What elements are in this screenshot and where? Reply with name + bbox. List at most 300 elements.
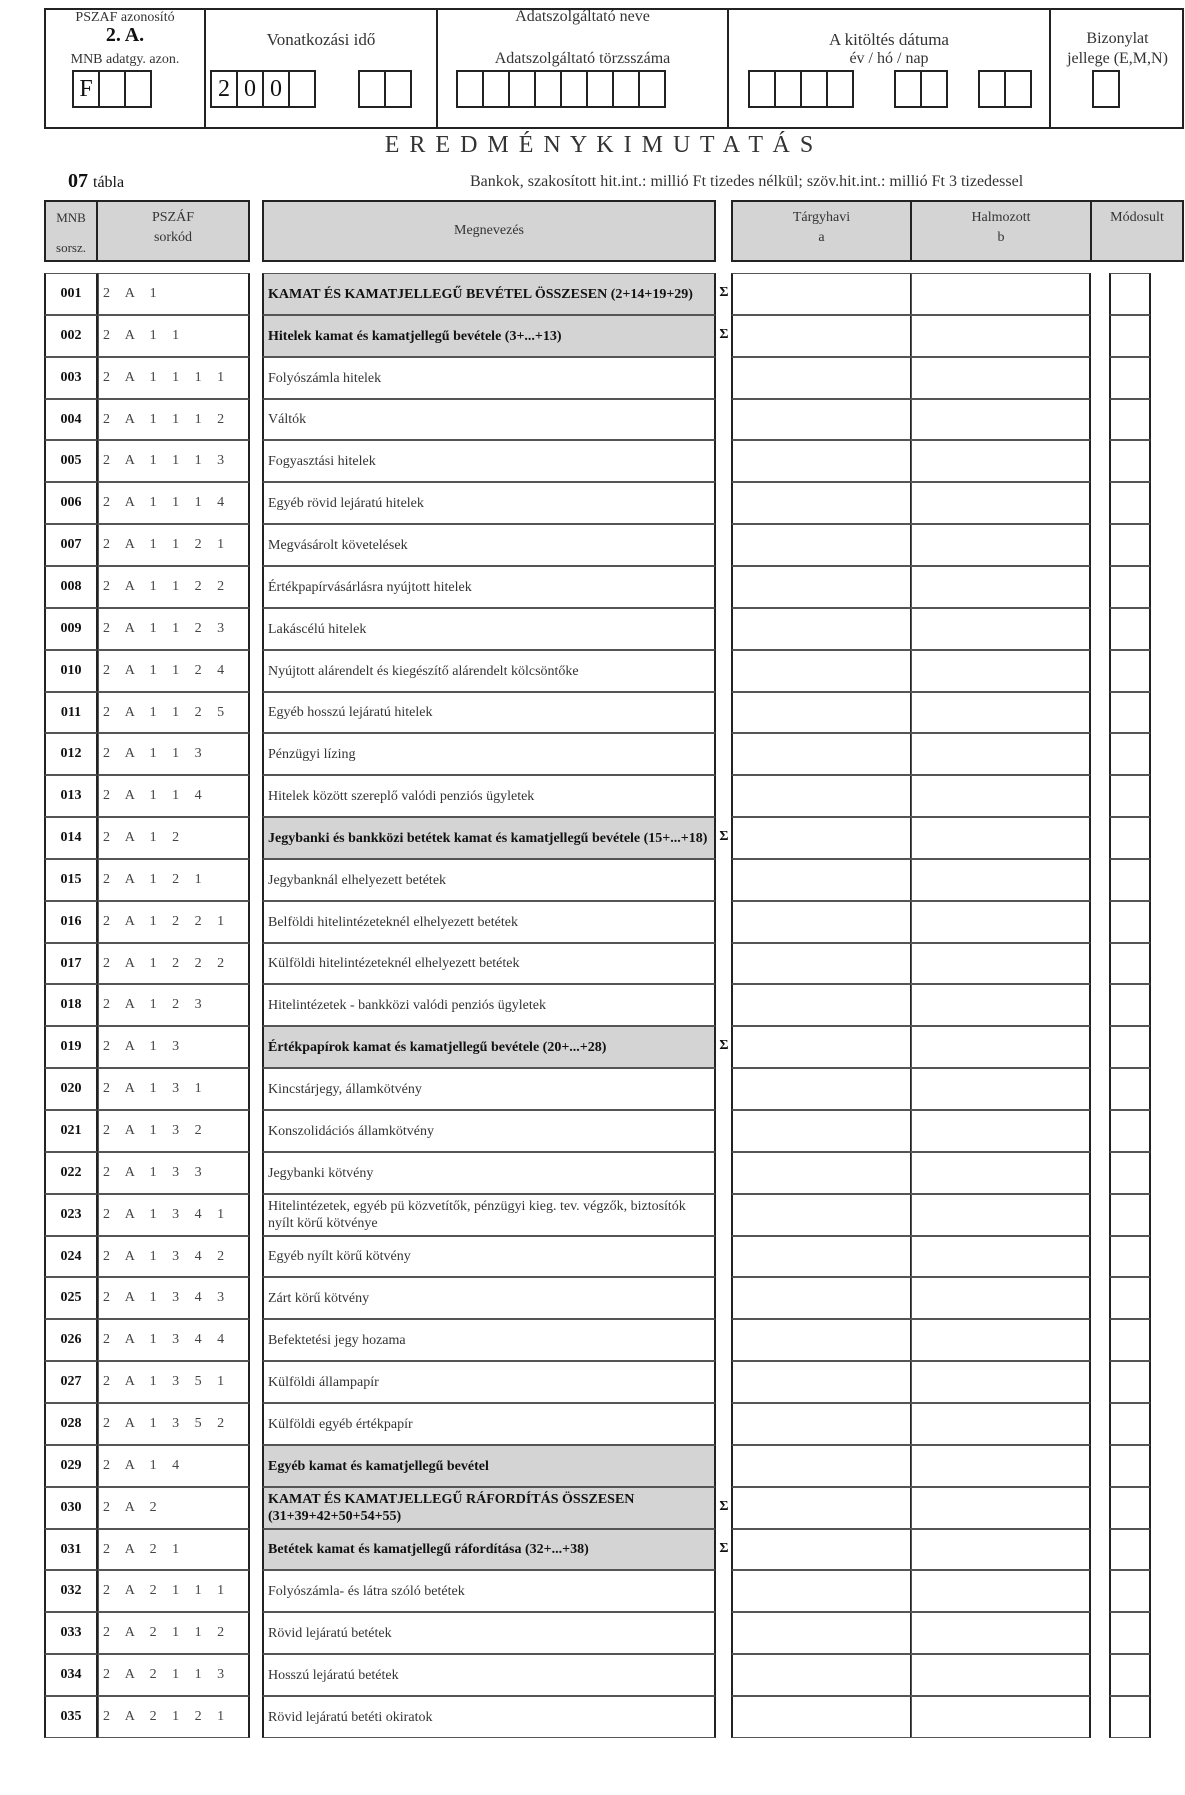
value-cumulative[interactable]: [911, 608, 1091, 650]
row-number: 012: [44, 733, 98, 775]
value-cumulative[interactable]: [911, 1068, 1091, 1110]
modified-flag[interactable]: [1109, 1612, 1151, 1654]
row-number: 015: [44, 859, 98, 901]
period-cell[interactable]: 0: [262, 70, 290, 108]
modified-flag[interactable]: [1109, 1236, 1151, 1277]
mnb-cells: [72, 70, 150, 108]
period-cell[interactable]: [358, 70, 386, 108]
value-cumulative[interactable]: [911, 1612, 1091, 1654]
date-cell[interactable]: [894, 70, 922, 108]
value-cumulative[interactable]: [911, 1654, 1091, 1696]
row-name: Nyújtott alárendelt és kiegészítő alárendelt kölcsöntőke: [262, 650, 716, 692]
sigma-icon: [717, 1612, 731, 1654]
fill-date-day: [978, 70, 1030, 108]
modified-flag[interactable]: [1109, 399, 1151, 440]
value-cumulative[interactable]: [911, 1110, 1091, 1152]
modified-flag[interactable]: [1109, 1361, 1151, 1403]
value-cumulative[interactable]: [911, 775, 1091, 817]
value-current-month[interactable]: [731, 984, 912, 1026]
value-current-month[interactable]: [731, 1152, 912, 1194]
modified-flag[interactable]: [1109, 1570, 1151, 1612]
row-name: Lakáscélú hitelek: [262, 608, 716, 650]
row-code: 2 A 1 1 1 1: [98, 357, 250, 399]
row-name: Hitelek között szereplő valódi penziós ügyletek: [262, 775, 716, 817]
row-code: 2 A 1 3 4 1: [98, 1194, 250, 1236]
mnb-cell[interactable]: [124, 70, 152, 108]
row-name: Jegybanki és bankközi betétek kamat és kamatjellegű bevétele (15+...+18): [262, 817, 716, 859]
row-name: Kincstárjegy, államkötvény: [262, 1068, 716, 1110]
table-word: tábla: [93, 174, 125, 191]
reg-cell[interactable]: [612, 70, 640, 108]
sigma-icon: [717, 775, 731, 817]
value-current-month[interactable]: [731, 524, 912, 566]
value-current-month[interactable]: [731, 315, 912, 357]
row-code: 2 A 1 1 2 5: [98, 692, 250, 733]
col-pszaf-sub: sorkód: [153, 230, 193, 245]
sigma-icon: [717, 1361, 731, 1403]
sigma-icon: [717, 1696, 731, 1738]
value-cumulative[interactable]: [911, 1445, 1091, 1487]
modified-flag[interactable]: [1109, 1487, 1151, 1529]
period-cell[interactable]: [288, 70, 316, 108]
modified-flag[interactable]: [1109, 1026, 1151, 1068]
modified-flag[interactable]: [1109, 1319, 1151, 1361]
sigma-icon: [717, 608, 731, 650]
row-name: Egyéb hosszú lejáratú hitelek: [262, 692, 716, 733]
col-mnb-header: [44, 200, 98, 262]
period-label: Vonatkozási idő: [266, 30, 376, 49]
value-cumulative[interactable]: [911, 1529, 1091, 1570]
reg-cell[interactable]: [456, 70, 484, 108]
modified-flag[interactable]: [1109, 943, 1151, 984]
date-cell[interactable]: [1004, 70, 1032, 108]
value-current-month[interactable]: [731, 1403, 912, 1445]
value-current-month[interactable]: [731, 692, 912, 733]
modified-flag[interactable]: [1109, 650, 1151, 692]
row-code: 2 A 1 2: [98, 817, 250, 859]
row-name: Belföldi hitelintézeteknél elhelyezett betétek: [262, 901, 716, 943]
date-cell[interactable]: [800, 70, 828, 108]
row-number: 008: [44, 566, 98, 608]
row-code: 2 A 1 3 4 3: [98, 1277, 250, 1319]
value-cumulative[interactable]: [911, 1152, 1091, 1194]
modified-flag[interactable]: [1109, 1110, 1151, 1152]
row-number: 027: [44, 1361, 98, 1403]
row-code: 2 A 1 2 1: [98, 859, 250, 901]
header-frame: [44, 8, 1184, 129]
fill-date-format: év / hó / nap: [849, 50, 929, 67]
row-number: 011: [44, 692, 98, 733]
sigma-icon: [717, 859, 731, 901]
row-name: Hitelek kamat és kamatjellegű bevétele (3+...+13): [262, 315, 716, 357]
modified-flag[interactable]: [1109, 901, 1151, 943]
provider-reg-cells: [456, 70, 664, 108]
row-name: Egyéb rövid lejáratú hitelek: [262, 482, 716, 524]
reg-cell[interactable]: [586, 70, 614, 108]
row-code: 2 A 1: [98, 273, 250, 315]
row-number: 024: [44, 1236, 98, 1277]
row-name: Pénzügyi lízing: [262, 733, 716, 775]
value-cumulative[interactable]: [911, 357, 1091, 399]
value-cumulative[interactable]: [911, 650, 1091, 692]
row-name: Konszolidációs államkötvény: [262, 1110, 716, 1152]
value-current-month[interactable]: [731, 566, 912, 608]
sigma-icon: [717, 1194, 731, 1236]
sigma-icon: [717, 399, 731, 440]
sigma-icon: [717, 1110, 731, 1152]
value-cumulative[interactable]: [911, 859, 1091, 901]
modified-flag[interactable]: [1109, 1277, 1151, 1319]
value-current-month[interactable]: [731, 399, 912, 440]
value-current-month[interactable]: [731, 1361, 912, 1403]
header-divider-1: [204, 8, 206, 129]
sigma-icon: [717, 1654, 731, 1696]
modified-flag[interactable]: [1109, 440, 1151, 482]
sigma-icon: [717, 692, 731, 733]
value-cumulative[interactable]: [911, 1026, 1091, 1068]
sigma-icon: Σ: [719, 327, 729, 342]
date-cell[interactable]: [920, 70, 948, 108]
date-cell[interactable]: [826, 70, 854, 108]
units-note: Bankok, szakosított hit.int.: millió Ft tizedes nélkül; szöv.hit.int.: millió Ft 3 tizedessel: [470, 173, 1024, 190]
table-number: [68, 170, 124, 193]
value-cumulative[interactable]: [911, 1570, 1091, 1612]
row-name: Rövid lejáratú betétek: [262, 1612, 716, 1654]
reg-cell[interactable]: [508, 70, 536, 108]
row-number: 007: [44, 524, 98, 566]
value-current-month[interactable]: [731, 1277, 912, 1319]
row-name: Hosszú lejáratú betétek: [262, 1654, 716, 1696]
date-cell[interactable]: [748, 70, 776, 108]
sigma-icon: [717, 943, 731, 984]
col-b-header: [910, 200, 1092, 262]
reg-cell[interactable]: [482, 70, 510, 108]
sigma-icon: [717, 566, 731, 608]
row-number: 010: [44, 650, 98, 692]
row-code: 2 A 1 1 2 4: [98, 650, 250, 692]
row-number: 014: [44, 817, 98, 859]
period-cell[interactable]: 0: [236, 70, 264, 108]
value-cumulative[interactable]: [911, 984, 1091, 1026]
value-cumulative[interactable]: [911, 733, 1091, 775]
reg-cell[interactable]: [560, 70, 588, 108]
modified-flag[interactable]: [1109, 1194, 1151, 1236]
value-cumulative[interactable]: [911, 440, 1091, 482]
fill-date-month: [894, 70, 946, 108]
row-code: 2 A 1 1 1 2: [98, 399, 250, 440]
sigma-icon: [717, 984, 731, 1026]
sigma-icon: Σ: [719, 1541, 729, 1556]
modified-flag[interactable]: [1109, 1403, 1151, 1445]
row-code: 2 A 1 3 5 1: [98, 1361, 250, 1403]
row-name: Zárt körű kötvény: [262, 1277, 716, 1319]
row-number: 030: [44, 1487, 98, 1529]
col-mod-header: [1090, 200, 1184, 262]
modified-flag[interactable]: [1109, 1445, 1151, 1487]
row-name: Folyószámla- és látra szóló betétek: [262, 1570, 716, 1612]
value-current-month[interactable]: [731, 1654, 912, 1696]
modified-flag[interactable]: [1109, 1529, 1151, 1570]
provider-name-label: Adatszolgáltató neve: [515, 8, 650, 25]
mnb-cell[interactable]: [98, 70, 126, 108]
value-cumulative[interactable]: [911, 1277, 1091, 1319]
value-current-month[interactable]: [731, 775, 912, 817]
modified-flag[interactable]: [1109, 817, 1151, 859]
sigma-icon: [717, 1445, 731, 1487]
row-number: 023: [44, 1194, 98, 1236]
row-code: 2 A 1 1 1 4: [98, 482, 250, 524]
row-name: Folyószámla hitelek: [262, 357, 716, 399]
value-cumulative[interactable]: [911, 1236, 1091, 1277]
row-name: Egyéb nyílt körű kötvény: [262, 1236, 716, 1277]
provider-reg-label: Adatszolgáltató törzsszáma: [494, 50, 671, 67]
value-current-month[interactable]: [731, 440, 912, 482]
col-name-header: [262, 200, 716, 262]
row-code: 2 A 2 1 1 3: [98, 1654, 250, 1696]
value-current-month[interactable]: [731, 273, 912, 315]
row-number: 026: [44, 1319, 98, 1361]
row-name: Jegybanki kötvény: [262, 1152, 716, 1194]
col-a-sub: a: [818, 230, 825, 245]
col-pszaf: PSZÁF: [151, 210, 195, 225]
row-code: 2 A 1 1: [98, 315, 250, 357]
sigma-icon: [717, 357, 731, 399]
value-cumulative[interactable]: [911, 566, 1091, 608]
value-current-month[interactable]: [731, 817, 912, 859]
row-number: 021: [44, 1110, 98, 1152]
value-current-month[interactable]: [731, 943, 912, 984]
value-current-month[interactable]: [731, 357, 912, 399]
sigma-icon: [717, 1236, 731, 1277]
row-code: 2 A 2 1 1 1: [98, 1570, 250, 1612]
date-cell[interactable]: [978, 70, 1006, 108]
value-current-month[interactable]: [731, 1026, 912, 1068]
value-cumulative[interactable]: [911, 315, 1091, 357]
row-number: 032: [44, 1570, 98, 1612]
row-name: Külföldi hitelintézeteknél elhelyezett betétek: [262, 943, 716, 984]
sigma-icon: [717, 524, 731, 566]
row-code: 2 A 2 1 1 2: [98, 1612, 250, 1654]
value-current-month[interactable]: [731, 901, 912, 943]
value-cumulative[interactable]: [911, 1696, 1091, 1738]
value-cumulative[interactable]: [911, 399, 1091, 440]
value-cumulative[interactable]: [911, 1487, 1091, 1529]
sigma-icon: [717, 1403, 731, 1445]
sigma-icon: [717, 440, 731, 482]
reg-cell[interactable]: [638, 70, 666, 108]
header-divider-2: [436, 8, 438, 129]
reg-cell[interactable]: [534, 70, 562, 108]
row-number: 031: [44, 1529, 98, 1570]
sigma-icon: [717, 650, 731, 692]
modified-flag[interactable]: [1109, 524, 1151, 566]
value-current-month[interactable]: [731, 1696, 912, 1738]
row-number: 001: [44, 273, 98, 315]
period-cells-a: [210, 70, 314, 108]
row-code: 2 A 1 3 5 2: [98, 1403, 250, 1445]
value-current-month[interactable]: [731, 482, 912, 524]
row-code: 2 A 1 3 1: [98, 1068, 250, 1110]
row-name: Hitelintézetek, egyéb pü közvetítők, pénzügyi kieg. tev. végzők, biztosítók nyílt körű kötvénye: [262, 1194, 716, 1236]
row-name: Értékpapírvásárlásra nyújtott hitelek: [262, 566, 716, 608]
pszaf-label: PSZAF azonosító: [75, 10, 175, 25]
sigma-icon: [717, 1152, 731, 1194]
value-cumulative[interactable]: [911, 943, 1091, 984]
modified-flag[interactable]: [1109, 1654, 1151, 1696]
modified-flag[interactable]: [1109, 1696, 1151, 1738]
modified-flag[interactable]: [1109, 357, 1151, 399]
col-name: Megnevezés: [454, 223, 524, 238]
row-number: 002: [44, 315, 98, 357]
value-current-month[interactable]: [731, 1445, 912, 1487]
value-current-month[interactable]: [731, 1068, 912, 1110]
value-current-month[interactable]: [731, 1570, 912, 1612]
modified-flag[interactable]: [1109, 692, 1151, 733]
row-code: 2 A 1 1 4: [98, 775, 250, 817]
row-number: 017: [44, 943, 98, 984]
value-current-month[interactable]: [731, 1110, 912, 1152]
modified-flag[interactable]: [1109, 566, 1151, 608]
row-code: 2 A 1 3: [98, 1026, 250, 1068]
row-code: 2 A 1 4: [98, 1445, 250, 1487]
sigma-icon: [717, 901, 731, 943]
row-name: Váltók: [262, 399, 716, 440]
table-no: 07: [68, 170, 88, 192]
date-cell[interactable]: [774, 70, 802, 108]
row-name: Hitelintézetek - bankközi valódi penziós ügyletek: [262, 984, 716, 1026]
value-cumulative[interactable]: [911, 692, 1091, 733]
value-cumulative[interactable]: [911, 1194, 1091, 1236]
row-name: Befektetési jegy hozama: [262, 1319, 716, 1361]
value-cumulative[interactable]: [911, 273, 1091, 315]
value-cumulative[interactable]: [911, 817, 1091, 859]
modified-flag[interactable]: [1109, 1152, 1151, 1194]
col-mnb-sub: sorsz.: [56, 240, 86, 255]
row-number: 009: [44, 608, 98, 650]
row-name: Rövid lejáratú betéti okiratok: [262, 1696, 716, 1738]
value-current-month[interactable]: [731, 1236, 912, 1277]
row-name: KAMAT ÉS KAMATJELLEGŰ BEVÉTEL ÖSSZESEN (2+14+19+29): [262, 273, 716, 315]
value-current-month[interactable]: [731, 859, 912, 901]
value-cumulative[interactable]: [911, 901, 1091, 943]
row-number: 019: [44, 1026, 98, 1068]
sigma-icon: [717, 1277, 731, 1319]
value-cumulative[interactable]: [911, 1361, 1091, 1403]
col-a: Tárgyhavi: [792, 210, 851, 225]
mnb-label: MNB adatgy. azon.: [70, 52, 180, 67]
form-code: 2. A.: [105, 24, 145, 46]
header-divider-4: [1049, 8, 1051, 129]
row-number: 003: [44, 357, 98, 399]
row-code: 2 A 1 1 2 3: [98, 608, 250, 650]
col-b-sub: b: [997, 230, 1005, 245]
fill-date-year: [748, 70, 852, 108]
value-cumulative[interactable]: [911, 1319, 1091, 1361]
row-code: 2 A 1 2 3: [98, 984, 250, 1026]
row-number: 034: [44, 1654, 98, 1696]
modified-flag[interactable]: [1109, 482, 1151, 524]
value-current-month[interactable]: [731, 733, 912, 775]
row-name: Külföldi állampapír: [262, 1361, 716, 1403]
row-name: Egyéb kamat és kamatjellegű bevétel: [262, 1445, 716, 1487]
fill-date-label: A kitöltés dátuma: [829, 30, 949, 49]
sigma-icon: Σ: [719, 1499, 729, 1514]
row-number: 013: [44, 775, 98, 817]
modified-flag[interactable]: [1109, 733, 1151, 775]
value-current-month[interactable]: [731, 1487, 912, 1529]
value-cumulative[interactable]: [911, 524, 1091, 566]
modified-flag[interactable]: [1109, 315, 1151, 357]
row-name: Külföldi egyéb értékpapír: [262, 1403, 716, 1445]
page-title: E R E D M É N Y K I M U T A T Á S: [384, 132, 816, 158]
modified-flag[interactable]: [1109, 1068, 1151, 1110]
row-code: 2 A 1 2 2 1: [98, 901, 250, 943]
doc-type-sub: jellege (E,M,N): [1067, 50, 1168, 67]
row-code: 2 A 1 1 2 1: [98, 524, 250, 566]
value-current-month[interactable]: [731, 608, 912, 650]
row-code: 2 A 1 1 1 3: [98, 440, 250, 482]
value-cumulative[interactable]: [911, 482, 1091, 524]
col-a-header: [731, 200, 912, 262]
value-current-month[interactable]: [731, 1194, 912, 1236]
value-current-month[interactable]: [731, 1529, 912, 1570]
period-cell[interactable]: [384, 70, 412, 108]
row-code: 2 A 2: [98, 1487, 250, 1529]
sigma-icon: [717, 1570, 731, 1612]
row-code: 2 A 1 2 2 2: [98, 943, 250, 984]
col-pszaf-header: [96, 200, 250, 262]
sigma-icon: [717, 482, 731, 524]
row-name: Értékpapírok kamat és kamatjellegű bevétele (20+...+28): [262, 1026, 716, 1068]
mnb-cell[interactable]: F: [72, 70, 100, 108]
value-cumulative[interactable]: [911, 1403, 1091, 1445]
row-code: 2 A 1 1 3: [98, 733, 250, 775]
value-current-month[interactable]: [731, 1612, 912, 1654]
row-code: 2 A 1 3 4 4: [98, 1319, 250, 1361]
row-number: 029: [44, 1445, 98, 1487]
doc-type-cells: [1092, 70, 1118, 108]
row-number: 022: [44, 1152, 98, 1194]
col-b: Halmozott: [971, 210, 1031, 225]
row-number: 035: [44, 1696, 98, 1738]
modified-flag[interactable]: [1109, 608, 1151, 650]
row-number: 005: [44, 440, 98, 482]
modified-flag[interactable]: [1109, 984, 1151, 1026]
row-code: 2 A 1 1 2 2: [98, 566, 250, 608]
row-code: 2 A 2 1 2 1: [98, 1696, 250, 1738]
row-name: Megvásárolt követelések: [262, 524, 716, 566]
value-current-month[interactable]: [731, 650, 912, 692]
row-name: KAMAT ÉS KAMATJELLEGŰ RÁFORDÍTÁS ÖSSZESEN (31+39+42+50+54+55): [262, 1487, 716, 1529]
row-code: 2 A 1 3 3: [98, 1152, 250, 1194]
modified-flag[interactable]: [1109, 775, 1151, 817]
row-number: 016: [44, 901, 98, 943]
sigma-icon: [717, 1319, 731, 1361]
value-current-month[interactable]: [731, 1319, 912, 1361]
row-number: 006: [44, 482, 98, 524]
col-mnb: MNB: [56, 210, 86, 225]
doc-type-label: Bizonylat: [1086, 30, 1149, 47]
sigma-icon: Σ: [719, 829, 729, 844]
modified-flag[interactable]: [1109, 273, 1151, 315]
period-cell[interactable]: 2: [210, 70, 238, 108]
row-number: 020: [44, 1068, 98, 1110]
doc-type-cell[interactable]: [1092, 70, 1120, 108]
sigma-icon: [717, 733, 731, 775]
row-number: 018: [44, 984, 98, 1026]
modified-flag[interactable]: [1109, 859, 1151, 901]
row-code: 2 A 1 3 2: [98, 1110, 250, 1152]
